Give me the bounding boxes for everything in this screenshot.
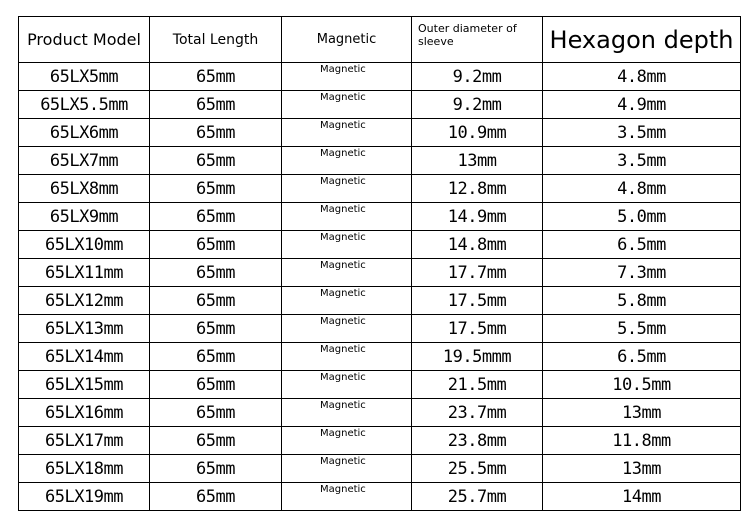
cell-hexagon-depth: 13mm bbox=[543, 455, 741, 483]
cell-magnetic: Magnetic bbox=[282, 371, 412, 399]
cell-total-length: 65mm bbox=[150, 203, 282, 231]
cell-total-length: 65mm bbox=[150, 63, 282, 91]
cell-product-model: 65LX9mm bbox=[19, 203, 150, 231]
cell-magnetic: Magnetic bbox=[282, 203, 412, 231]
cell-product-model: 65LX10mm bbox=[19, 231, 150, 259]
cell-total-length: 65mm bbox=[150, 119, 282, 147]
cell-magnetic: Magnetic bbox=[282, 343, 412, 371]
cell-hexagon-depth: 14mm bbox=[543, 483, 741, 511]
header-magnetic: Magnetic bbox=[282, 17, 412, 63]
table-row bbox=[19, 371, 741, 399]
cell-product-model: 65LX18mm bbox=[19, 455, 150, 483]
cell-outer-diameter: 14.9mm bbox=[412, 203, 543, 231]
cell-hexagon-depth: 4.8mm bbox=[543, 175, 741, 203]
table-row bbox=[19, 259, 741, 287]
cell-magnetic: Magnetic bbox=[282, 483, 412, 511]
table-row bbox=[19, 231, 741, 259]
cell-hexagon-depth: 4.8mm bbox=[543, 63, 741, 91]
cell-total-length: 65mm bbox=[150, 287, 282, 315]
cell-outer-diameter: 23.7mm bbox=[412, 399, 543, 427]
cell-product-model: 65LX6mm bbox=[19, 119, 150, 147]
cell-total-length: 65mm bbox=[150, 315, 282, 343]
cell-total-length: 65mm bbox=[150, 427, 282, 455]
cell-total-length: 65mm bbox=[150, 483, 282, 511]
cell-product-model: 65LX11mm bbox=[19, 259, 150, 287]
cell-product-model: 65LX5.5mm bbox=[19, 91, 150, 119]
cell-hexagon-depth: 11.8mm bbox=[543, 427, 741, 455]
table-row bbox=[19, 63, 741, 91]
cell-total-length: 65mm bbox=[150, 175, 282, 203]
cell-product-model: 65LX19mm bbox=[19, 483, 150, 511]
cell-hexagon-depth: 6.5mm bbox=[543, 231, 741, 259]
cell-outer-diameter: 12.8mm bbox=[412, 175, 543, 203]
cell-outer-diameter: 25.7mm bbox=[412, 483, 543, 511]
table-row bbox=[19, 427, 741, 455]
table-row bbox=[19, 399, 741, 427]
cell-total-length: 65mm bbox=[150, 455, 282, 483]
header-product-model: Product Model bbox=[19, 17, 150, 63]
cell-hexagon-depth: 7.3mm bbox=[543, 259, 741, 287]
cell-hexagon-depth: 5.0mm bbox=[543, 203, 741, 231]
cell-magnetic: Magnetic bbox=[282, 119, 412, 147]
table-row bbox=[19, 287, 741, 315]
cell-total-length: 65mm bbox=[150, 91, 282, 119]
cell-outer-diameter: 21.5mm bbox=[412, 371, 543, 399]
cell-product-model: 65LX8mm bbox=[19, 175, 150, 203]
cell-hexagon-depth: 13mm bbox=[543, 399, 741, 427]
cell-magnetic: Magnetic bbox=[282, 175, 412, 203]
cell-product-model: 65LX17mm bbox=[19, 427, 150, 455]
cell-total-length: 65mm bbox=[150, 399, 282, 427]
cell-product-model: 65LX14mm bbox=[19, 343, 150, 371]
cell-total-length: 65mm bbox=[150, 371, 282, 399]
cell-magnetic: Magnetic bbox=[282, 427, 412, 455]
cell-outer-diameter: 23.8mm bbox=[412, 427, 543, 455]
cell-hexagon-depth: 10.5mm bbox=[543, 371, 741, 399]
cell-hexagon-depth: 5.5mm bbox=[543, 315, 741, 343]
cell-product-model: 65LX5mm bbox=[19, 63, 150, 91]
spec-table bbox=[18, 16, 741, 511]
cell-outer-diameter: 13mm bbox=[412, 147, 543, 175]
table-row bbox=[19, 455, 741, 483]
cell-magnetic: Magnetic bbox=[282, 91, 412, 119]
cell-magnetic: Magnetic bbox=[282, 63, 412, 91]
cell-product-model: 65LX12mm bbox=[19, 287, 150, 315]
table-row bbox=[19, 91, 741, 119]
cell-outer-diameter: 14.8mm bbox=[412, 231, 543, 259]
table-row bbox=[19, 483, 741, 511]
cell-total-length: 65mm bbox=[150, 147, 282, 175]
cell-magnetic: Magnetic bbox=[282, 147, 412, 175]
cell-hexagon-depth: 4.9mm bbox=[543, 91, 741, 119]
cell-product-model: 65LX13mm bbox=[19, 315, 150, 343]
header-outer-diameter: Outer diameter of sleeve bbox=[412, 17, 543, 63]
cell-outer-diameter: 25.5mm bbox=[412, 455, 543, 483]
table-body bbox=[19, 63, 741, 511]
cell-outer-diameter: 10.9mm bbox=[412, 119, 543, 147]
cell-magnetic: Magnetic bbox=[282, 287, 412, 315]
table-row bbox=[19, 203, 741, 231]
cell-magnetic: Magnetic bbox=[282, 259, 412, 287]
cell-hexagon-depth: 6.5mm bbox=[543, 343, 741, 371]
cell-outer-diameter: 9.2mm bbox=[412, 63, 543, 91]
table-row bbox=[19, 147, 741, 175]
cell-magnetic: Magnetic bbox=[282, 399, 412, 427]
cell-hexagon-depth: 5.8mm bbox=[543, 287, 741, 315]
cell-outer-diameter: 17.7mm bbox=[412, 259, 543, 287]
cell-outer-diameter: 17.5mm bbox=[412, 287, 543, 315]
cell-product-model: 65LX16mm bbox=[19, 399, 150, 427]
cell-product-model: 65LX7mm bbox=[19, 147, 150, 175]
cell-total-length: 65mm bbox=[150, 343, 282, 371]
cell-hexagon-depth: 3.5mm bbox=[543, 147, 741, 175]
cell-magnetic: Magnetic bbox=[282, 315, 412, 343]
header-total-length: Total Length bbox=[150, 17, 282, 63]
cell-magnetic: Magnetic bbox=[282, 455, 412, 483]
cell-hexagon-depth: 3.5mm bbox=[543, 119, 741, 147]
cell-outer-diameter: 19.5mmm bbox=[412, 343, 543, 371]
cell-product-model: 65LX15mm bbox=[19, 371, 150, 399]
cell-magnetic: Magnetic bbox=[282, 231, 412, 259]
cell-total-length: 65mm bbox=[150, 259, 282, 287]
cell-outer-diameter: 17.5mm bbox=[412, 315, 543, 343]
header-row bbox=[19, 17, 741, 63]
cell-outer-diameter: 9.2mm bbox=[412, 91, 543, 119]
header-hexagon-depth: Hexagon depth bbox=[543, 17, 741, 63]
table-row bbox=[19, 343, 741, 371]
table-row bbox=[19, 119, 741, 147]
cell-total-length: 65mm bbox=[150, 231, 282, 259]
table-row bbox=[19, 315, 741, 343]
table-row bbox=[19, 175, 741, 203]
